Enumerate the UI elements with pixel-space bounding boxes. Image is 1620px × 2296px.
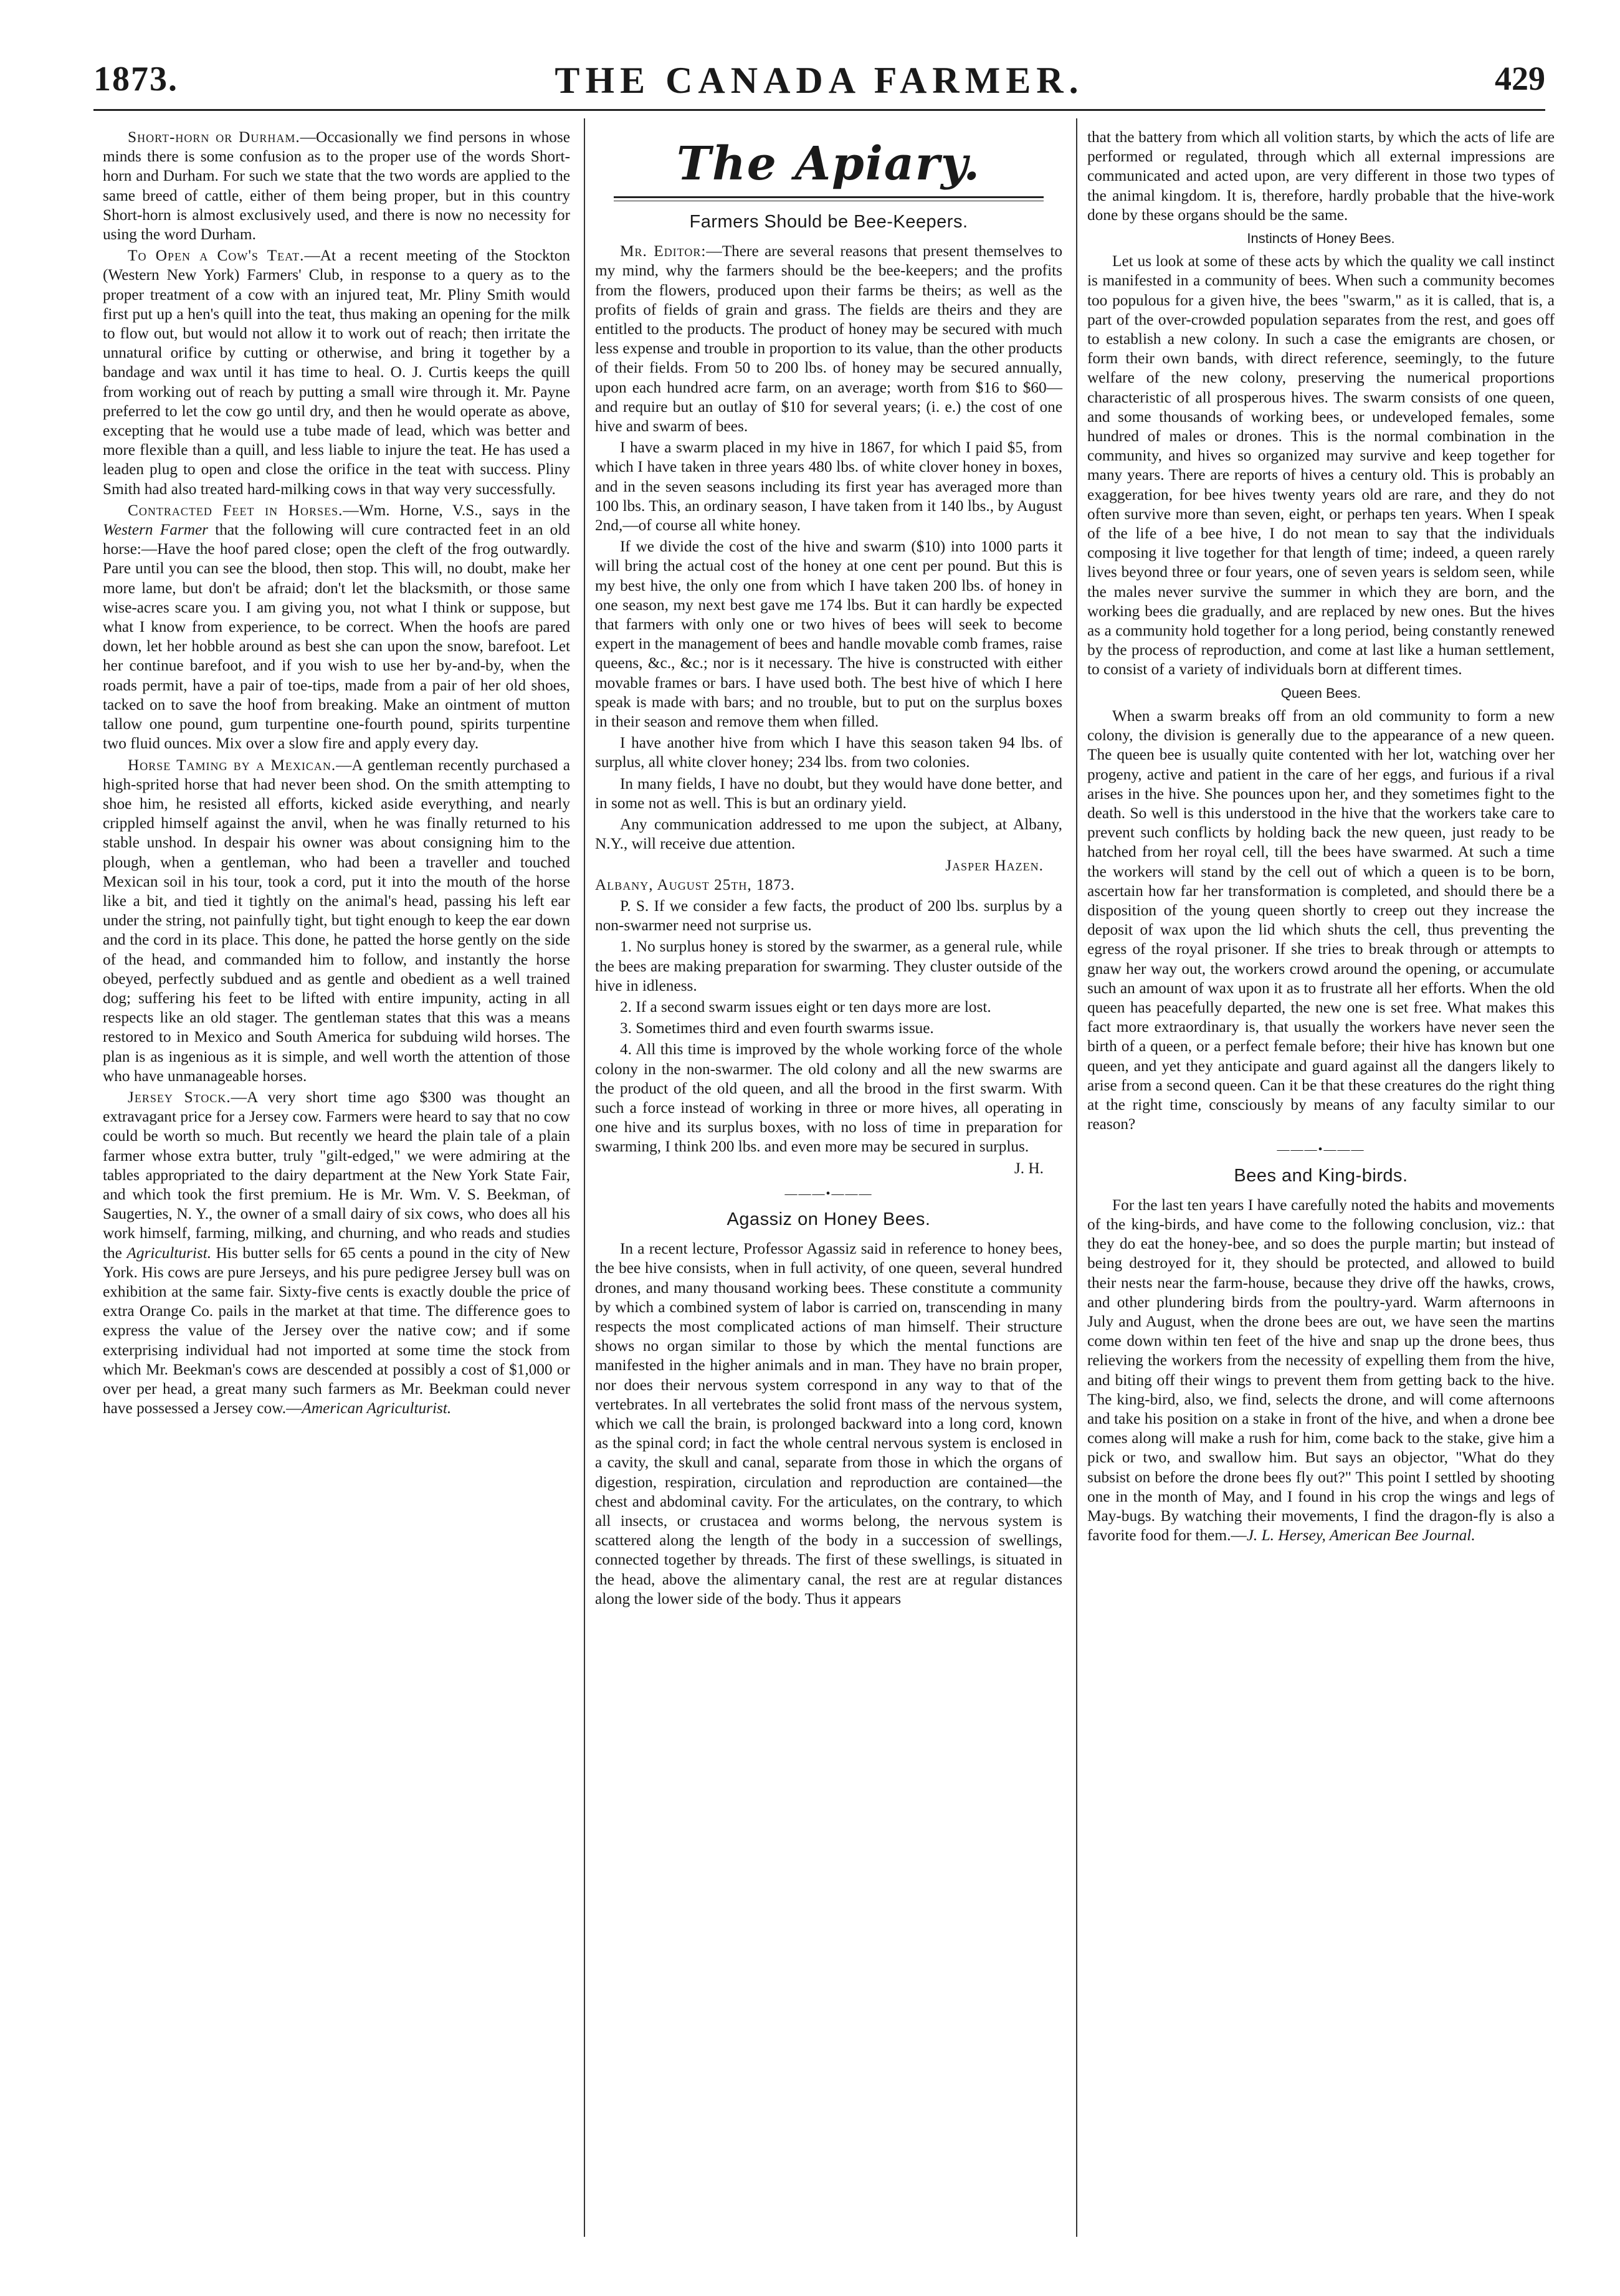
article-paragraph: When a swarm breaks off from an old community to form a new colony, the division is generally due to the appearance of a new queen. The queen bee is usually quite contented with her lot, watching over her progeny, active and patient in the care of her eggs, and furious if a rival arises in the hive. She pounces upon her, and they sometimes fight to the death. So well is this understood in the hive that the workers take care to prevent such conflicts by holding back the new queen, just ready to be hatched from her royal cell, till the bees have swarmed. At such a time the workers will stand by the cell out of which a queen is to be born, ascertain how far her transformation is completed, and should there be a disposition of the young queen shortly to creep out they increase the deposit of wax upon the lid which shuts the cell, thus preventing the egress of the royal prisoner. If she tries to break through or attempts to gnaw her way out, the workers crowd around the opening, or accumulate such an amount of wax upon it as to frustrate all her efforts. When the old queen has peacefully departed, the new one is set free. What makes this fact more extraordinary is, that usually the workers have never seen the birth of a queen, or a perfect female before; their hive has known but one queen, and yet they anticipate and guard against all the dangers likely to arise from a second queen. Can it be that these creatures do the right thing at the right time, consciously by means of any faculty similar to our reason?	[1087, 707, 1555, 1133]
header-rule	[93, 109, 1545, 111]
column-3	[1087, 128, 1555, 1547]
letter-paragraph	[595, 242, 1062, 436]
page-number: 429	[1495, 60, 1545, 97]
publication-name: Western Farmer	[103, 521, 209, 539]
article-source: American Agriculturist.	[302, 1399, 452, 1417]
article-lead: Short-horn or Durham.	[128, 128, 300, 146]
postscript-list-item: 3. Sometimes third and even fourth swarms issue.	[620, 1019, 934, 1037]
article-shorthorn-durham	[103, 128, 570, 244]
letter-paragraph: Any communication addressed to me upon the subject, at Albany, N.Y., will receive due attention.	[595, 816, 1062, 853]
article-body: —At a recent meeting of the Stockton (Western New York) Farmers' Club, in response to a query as to the proper treatment of a cow with an injured teat, Mr. Pliny Smith would first put up a hen's quill into the teat, thus making an opening for the milk to flow out, but would not allow it to work out of reach; then irritate the unnatural orifice by cutting or otherwise, and bring it together by a bandage and wax until it has time to heal. O. J. Curtis keeps the quill from working out of reach by putting a small wire through it. Mr. Payne preferred to let the cow go until dry, and then he would operate as above, excepting that he would use a tube made of lead, which was better and more flexible than a quill, and less liable to injure the teat. He has used a leaden plug to open and close the orifice in the teat with success. Pliny Smith had also treated hard-milking cows in that way very successfully.	[103, 247, 571, 498]
article-body: His butter sells for 65 cents a pound in the city of New York. His cows are pure Jerseys, and his pure pedigree Jersey bull was on exhibition at the same fair. Sixty-five cents is exactly double the price of extra Orange Co. pails in the market at that time. The difference goes to express the value of the Jersey over the native cow; and if some exterprising individual had not imported at some time the stock from which Mr. Beekman's cows are descended at possibly a cost of $1,000 or over per head, a great many such farmers as Mr. Beekman could never have possessed a Jersey cow.—	[103, 1244, 570, 1417]
article-body: —A gentleman recently purchased a high-sprited horse that had never been shod. On the smith attempting to shoe him, he resisted all efforts, kicked aside everything, and nearly crippled himself against the anvil, when he was finally returned to his stable unshod. In despair his owner was about consigning him to the plough, when a gentleman, who had been a traveller and touched Mexican soil in his tour, took a cord, put it into the mouth of the horse like a bit, and tied it tightly on the animal's head, passing his left ear under the string, not painfully tight, but tight enough to keep the ear down and the cord in its place. This done, he patted the horse gently on the side of the head, and commanded him to follow, and instantly the horse obeyed, perfectly subdued and as gentle and obedient as a well trained dog; suffering his feet to be lifted with entire impunity, acting in all respects like an old stager. The gentleman states that this was a means restored to in Mexico and South America for subduing wild horses. The plan is as ingenious as it is simple, and well worth the attention of those who have unmanageable horses.	[103, 756, 570, 1085]
letter-paragraph: I have a swarm placed in my hive in 1867, for which I paid $5, from which I have taken in three years 480 lbs. of white clover honey in boxes, and in the seven seasons including its first year has averaged more than 100 lbs. This, an ordinary season, I have taken from it 140 lbs., by August 2nd,—of course all white honey.	[595, 439, 1062, 535]
column-2	[595, 128, 1062, 1611]
masthead-title: THE CANADA FARMER.	[555, 60, 1084, 101]
postscript-list-item: 2. If a second swarm issues eight or ten days more are lost.	[620, 998, 991, 1016]
letter-paragraph: I have another hive from which I have this season taken 94 lbs. of surplus, all white clover honey; 234 lbs. from two colonies.	[595, 734, 1062, 771]
article-title: Bees and King-birds.	[1234, 1165, 1408, 1186]
article-divider: ———•———	[1277, 1143, 1365, 1157]
column-divider-right	[1076, 118, 1077, 2237]
letter-salutation: Mr. Editor:	[620, 242, 707, 260]
letter-paragraph: If we divide the cost of the hive and swarm ($10) into 1000 parts it will bring the actual cost of the honey at one cent per pound. But this is my best hive, the only one from which I have taken 200 lbs. of honey in one season, my next best gave me 174 lbs. But it can hardly be expected that farmers with only one or two hives of bees will seek to become expert in the management of bees and handle movable comb frames, raise queens, &c., &c.; nor is it necessary. The hive is constructed with either movable frames or bars. I have used both. The best hive of which I here speak is made with bars; and no trouble, but to put on the surplus boxes in their season and remove them when filled.	[595, 538, 1062, 731]
article-horse-taming	[103, 756, 570, 1086]
article-cows-teat	[103, 246, 570, 499]
subheading: Instincts of Honey Bees.	[1247, 231, 1395, 247]
article-body: —Occasionally we find persons in whose minds there is some confusion as to the proper use of the words Short-horn and Durham. For such we state that the two words are applied to the same breed of cattle, either of them being proper, but in this country Short-horn is almost exclusively used, and there is now no necessity for using the word Durham.	[103, 128, 570, 244]
column-1	[103, 128, 570, 1420]
article-contracted-feet	[103, 501, 570, 754]
subheading: Queen Bees.	[1280, 685, 1361, 701]
article-body: that the following will cure contracted feet in an old horse:—Have the hoof pared close; open the cleft of the frog outwardly. Pare until you can see the blood, then stop. This will, no doubt, make her more lame, but don't be afraid; don't let the blacksmith, or those same wise-acres scare you. I am giving you, not what I think or suppose, but what I know from experience, to be correct. When the hoofs are pared down, let her hobble around as best she can upon the snow, barefoot. Let her continue barefoot, and if you wish to use her by-and-by, when the roads permit, have a pair of toe-tips, made from a pair of her old shoes, tacked on to save the hoof from breaking. Make an ointment of mutton tallow one pound, gum turpentine one-fourth pound, spirits turpentine two fluid ounces. Mix over a slow fire and apply every day.	[103, 521, 570, 753]
article-paragraph: In a recent lecture, Professor Agassiz said in reference to honey bees, the bee hive consists, when in full activity, of one queen, several hundred drones, and many thousand working bees. These constitute a community by which a combined system of labor is carried on, transcending in many respects the most complicated actions of man himself. Their structure shows no organ similar to those by which the mental functions are manifested in the higher animals and in man. They have no brain proper, nor does their nervous system correspond in any way to that of the vertebrates. In all vertebrates the solid front mass of the nervous system, which we call the brain, is prolonged backward into a long cord, known as the spinal cord; in fact the whole central nervous system is enclosed in a cavity, the skull and canal, separate from those in which the organs of digestion, respiration, circulation and reproduction are contained—the chest and abdominal cavity. For the articulates, on the contrary, to which all insects, or crustacea and worms belong, the nervous system is scattered along the length of the body in a succession of swellings, connected together by threads. The first of these swellings, is situated in the head, above the alimentary canal, the rest are at regular distances along the lower side of the body. Thus it appears	[595, 1240, 1062, 1608]
article-lead: Contracted Feet in Horses.	[128, 501, 343, 519]
article-lead: To Open a Cow's Teat.	[128, 247, 305, 265]
column-divider-left	[584, 118, 585, 2237]
article-divider: ———•———	[784, 1186, 873, 1201]
article-paragraph	[1087, 1196, 1555, 1546]
publication-name: Agriculturist.	[126, 1244, 212, 1262]
letter-body: —There are several reasons that present themselves to my mind, why the farmers should be the bee-keepers; and the profits from the flowers, produced upon their farms be theirs; as well as the profits of fields of grain and grass. The fields are theirs and they are entitled to the products. The product of honey may be secured with much less expense and trouble in proportion to its value, than the other products of their fields. From 50 to 200 lbs. of honey may be secured annually, upon each hundred acre farm, on an average; worth from $16 to $60—and require but an outlay of $10 for several years; (i. e.) the cost of one hive and swarm of bees.	[595, 242, 1062, 436]
article-paragraph: Let us look at some of these acts by which the quality we call instinct is manifested in a community of bees. When such a community becomes too populous for a given hive, the bees "swarm," as it is called, that is, a part of the over-crowded population separates from the rest, and goes off to establish a new colony. In such a case the emigrants are chosen, or form their own bands, with direct reference, seemingly, to the future welfare of the new colony, preserving the numerical proportions characteristic of all prosperous hives. The swarm consists of one queen, and some thousands of working bees, or undeveloped females, some hundred of males or drones. This is the normal combination in the community, and hives so organized may survive and keep together for many years. There are reports of hives a century old. This is probably an exaggeration, for bee hives twenty years old are rare, and they do not often survive more than seven, eight, or perhaps ten years. When I speak of the life of a bee hive, I do not mean to say that the individuals composing it live together for that length of time; indeed, a queen rarely lives beyond three or four years, one of seven years is seldom seen, while the males never survive the summer in which they are born, and the working bees die gradually, and are replaced by new ones. But the hives as a community hold together for a long period, being constantly renewed by the process of reproduction, and come at last like a human settlement, to consist of a variety of individuals born at different times.	[1087, 252, 1555, 679]
article-title: Farmers Should be Bee-Keepers.	[689, 212, 968, 232]
article-body: For the last ten years I have carefully noted the habits and movements of the king-birds, and have come to the following conclusion, viz.: that they do eat the honey-bee, and so does the purple martin; but instead of being destroyed for it, they should be protected, and allowed to build their nests near the farm-house, because they drive off the hawks, crows, and other plundering birds from the poultry-yard. Warm afternoons in July and August, when the drone bees are out, we have seen the martins come down within ten feet of the hive and snap up the drone bees, thus relieving the workers from the necessity of expelling them from the hive, and biting off their wings to prevent them from getting back to the hive. The king-bird, also, we find, selects the drone, and will come afternoons and take his position on a stake in front of the hive, and when a drone bee comes along will make a rush for him, come back to the stake, give him a pick or two, and swallow him. But says an objector, "What do they subsist on before the drone bees fly out?" This point I settled by shooting one in the month of May, and I found in his crop the wings and legs of May-bugs. By watching their movements, I find the dragon-fly is also a favorite food for them.—	[1087, 1196, 1555, 1545]
letter-postscript: P. S. If we consider a few facts, the product of 200 lbs. surplus by a non-swarmer need not surprise us.	[595, 897, 1062, 935]
article-title: Agassiz on Honey Bees.	[727, 1209, 931, 1229]
section-title: The Apiary.	[676, 137, 981, 191]
running-head	[93, 59, 1545, 103]
article-paragraph: that the battery from which all volition starts, by which the acts of life are performed or regulated, through which all external impressions are communicated and acted upon, are very different in those two types of the animal kingdom. It is, therefore, hardly probable that the hive-work done by these organs should be the same.	[1087, 128, 1555, 224]
article-source: J. L. Hersey, American Bee Journal.	[1246, 1527, 1475, 1545]
article-lead: Horse Taming by a Mexican.	[128, 756, 336, 774]
letter-dateline: Albany, August 25th, 1873.	[595, 875, 795, 893]
postscript-list-item: 4. All this time is improved by the whole working force of the whole colony in the non-swarmer. The old colony and all the new swarms are the product of the old queen, and all the brood in the first swarm. With such a force instead of working in three or more hives, all operating in one hive and its surplus boxes, with no loss of time in preparation for swarming, I think 200 lbs. and even more may be secured in surplus.	[595, 1041, 1062, 1156]
letter-paragraph: In many fields, I have no doubt, but they would have done better, and in some not as well. This is but an ordinary yield.	[595, 774, 1062, 812]
article-jersey-stock	[103, 1088, 570, 1418]
article-lead: Jersey Stock.	[128, 1088, 231, 1106]
letter-signature: Jasper Hazen.	[945, 856, 1044, 874]
article-body: —A very short time ago $300 was thought an extravagant price for a Jersey cow. Farmers were heard to say that no cow could be worth so much. But recently we heard the plain tale of a plain farmer whose extra butter, truly "gilt-edged," we were admiring at the tables appropriated to the dairy department at the New York State Fair, and which took the first premium. He is Mr. Wm. V. S. Beekman, of Saugerties, N. Y., the owner of a small dairy of six cows, who does all his work himself, farming, milking, and churning, and who reads and studies the	[103, 1088, 570, 1262]
letter-initials: J. H.	[1014, 1159, 1044, 1177]
header-year: 1873.	[93, 60, 178, 98]
postscript-list-item: 1. No surplus honey is stored by the swarmer, as a general rule, while the bees are making preparation for swarming. They cluster outside of the hive in idleness.	[595, 938, 1062, 994]
section-rule	[614, 196, 1044, 201]
article-body: —Wm. Horne, V.S., says in the	[343, 501, 570, 519]
